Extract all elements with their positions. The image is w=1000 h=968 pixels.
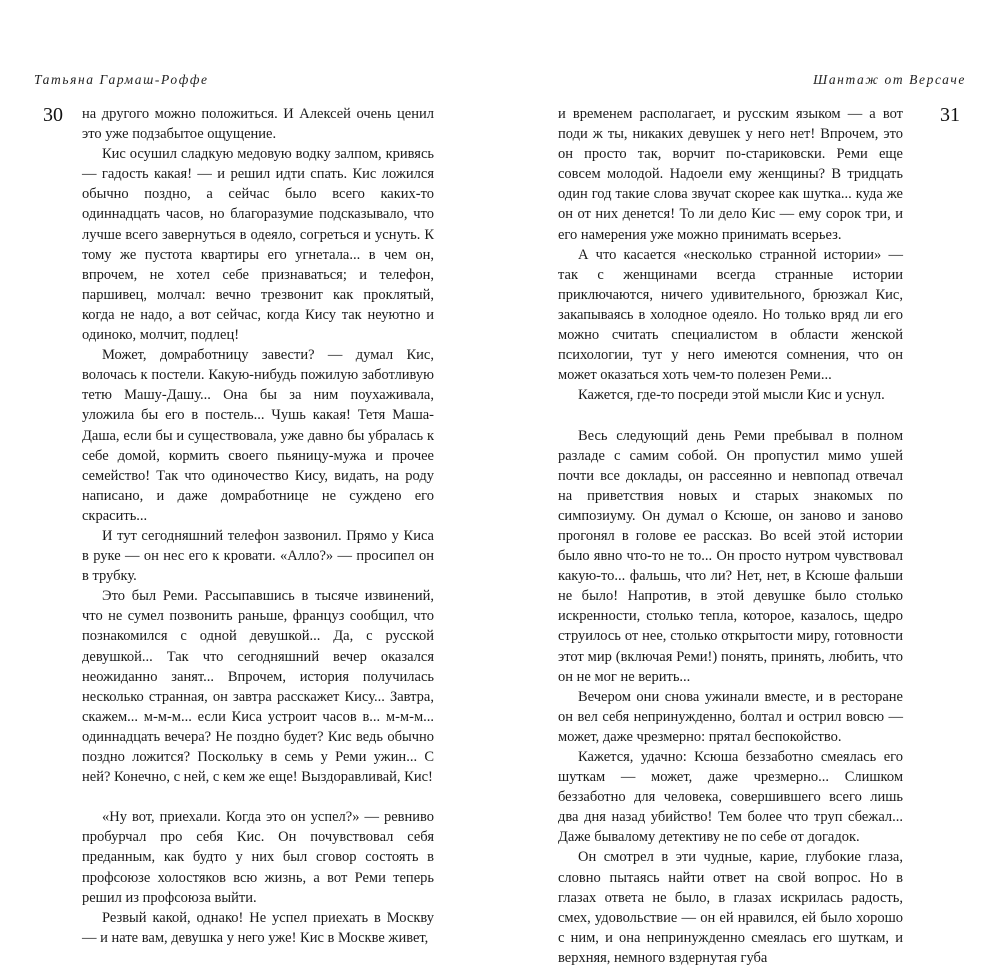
paragraph: Вечером они снова ужинали вместе, и в ресторане он вел себя непринужденно, болтал и острил вовсю — может, даже чрезмерно: прятал беспокойство. — [558, 688, 903, 745]
paragraph: Резвый какой, однако! Не успел приехать в Москву — и нате вам, девушка у него уже! Кис в Москве живет, — [82, 909, 434, 946]
right-page — [500, 0, 1000, 966]
right-running-head: Шантаж от Версаче — [813, 72, 966, 87]
right-page-number: 31 — [940, 104, 960, 126]
paragraph: Он смотрел в эти чудные, карие, глубокие глаза, словно пытаясь найти ответ на свой вопрос. Но в глазах ответа не было, в глазах искрилась радость, смех, удовольствие — он ей нравился, ей было хорошо с ним, и она непринужденно смеялась его шуткам, и верхняя, немного вздернутая губа — [558, 849, 903, 966]
paragraph: на другого можно положиться. И Алексей очень ценил это уже подзабытое ощущение. — [82, 106, 434, 143]
right-page-text — [558, 104, 903, 968]
left-page — [0, 0, 500, 946]
left-page-text — [82, 104, 434, 948]
paragraph: «Ну вот, приехали. Когда это он успел?» — ревниво пробурчал про себя Кис. Он почувствовал себя преданным, как будто у них был сговор состоять в профсоюзе холостяков всю жизнь, а вот Реми теперь решил из профсоюза выйти. — [82, 809, 434, 906]
paragraph: Это был Реми. Рассыпавшись в тысяче извинений, что не сумел позвонить раньше, француз сообщил, что познакомился с одной девушкой... Да, с русской девушкой... Так что сегодняшний вечер оказался неожиданно занят... Впрочем, история получилась несколько странная, он завтра расскажет Кису... Завтра, скажем... м-м-м... если Киса устроит часов в... м-м-м... одиннадцать вечера? Не поздно будет? Кис ведь обычно поздно ложится? Поскольку в семь у Реми ужин... С ней? Конечно, с ней, с кем же еще! Выздоравливай, Кис! — [82, 588, 434, 786]
left-running-head: Татьяна Гармаш-Роффе — [34, 72, 209, 87]
paragraph: Кажется, где-то посреди этой мысли Кис и уснул. — [578, 387, 885, 404]
paragraph: А что касается «несколько странной истории» — так с женщинами всегда странные истории приключаются, ничего удивительного, брюзжал Кис, закапываясь в холодное одеяло. Но только вряд ли его можно считать специалистом в области женской психологии, тут у него имеются сомнения, что он может оказаться хоть чем-то полезен Реми... — [558, 246, 903, 384]
paragraph: Кис осушил сладкую медовую водку залпом, кривясь — гадость какая! — и решил идти спать. Кис ложился обычно поздно, а сейчас было всего каких-то одиннадцать часов, но благоразумие подсказывало, что лучше всего завернуться в одеяло, согреться и уснуть. К тому же пустота квартиры его угнетала... в чем он, впрочем, не хотел себе признаваться; и телефон, паршивец, молчал: вечно трезвонит как проклятый, когда не надо, а вот сейчас, когда Кису так неуютно и одиноко, молчит, подлец! — [82, 146, 434, 344]
paragraph: Кажется, удачно: Ксюша беззаботно смеялась его шуткам — может, даже чрезмерно... Слишком беззаботно для человека, совершившего всего лишь два дня назад убийство! Тем более что труп сбежал... Даже бывалому детективу не по себе от догадок. — [558, 749, 903, 846]
paragraph: и временем располагает, и русским языком — а вот поди ж ты, никаких девушек у него нет! Впрочем, это он просто так, ворчит по-стариковски. Реми еще совсем молодой. Надоели ему женщины? В тридцать один год такие слова звучат скорее как шутка... куда же он от них денется! То ли дело Кис — ему сорок три, и его намерения уже можно принимать всерьез. — [558, 106, 903, 243]
paragraph: И тут сегодняшний телефон зазвонил. Прямо у Киса в руке — он нес его к кровати. «Алло?» — просипел он в трубку. — [82, 527, 434, 585]
paragraph: Весь следующий день Реми пребывал в полном разладе с самим собой. Он пропустил мимо ушей почти все доклады, он рассеянно и невпопад отвечал на приветствия новых и старых знакомых по симпозиуму. Он думал о Ксюше, он заново и заново прогонял в голове ее рассказ. Во всей этой истории было явно что-то не то... Он просто нутром чувствовал какую-то... фальшь, что ли? Нет, нет, в Ксюше фальши не было! Напротив, в этой девушке было столько искренности, столько тепла, которое, казалось, щедро струилось от нее, столько открытости миру, готовности этот мир (включая Реми!) понять, принять, любить, что он не мог не верить... — [558, 427, 903, 685]
left-page-number: 30 — [43, 104, 63, 126]
paragraph: Может, домработницу завести? — думал Кис, волочась к постели. Какую-нибудь пожилую заботливую тетю Машу-Дашу... Она бы за ним поухаживала, уложила бы его в постель... Чушь какая! Тетя Маша-Даша, если бы и существовала, уже давно бы убралась к себе домой, кормить своего пьяницу-мужа и прочее семейство! Так что одиночество Кису, видать, на роду написано, и даже домработнице не суждено его скрасить... — [82, 347, 434, 524]
